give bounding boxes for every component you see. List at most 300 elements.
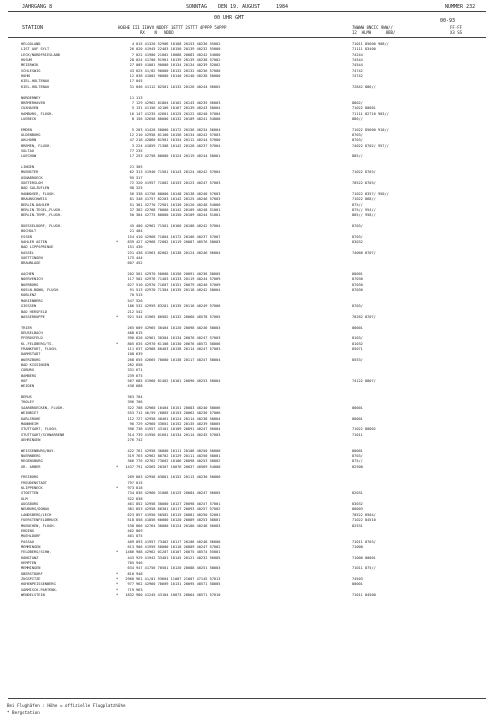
synop-code-groups: 147 41235 42601 10125 20122 40240 57004 <box>136 111 221 116</box>
synop-code-groups: 038 41002 90000 10140 20140 40238 50000 <box>136 74 221 79</box>
station-name: LINGEN <box>21 165 34 170</box>
synop-code-groups: 129 42962 81804 10162 20143 40235 56003 <box>136 100 221 105</box>
station-name: NUERNBERG <box>21 453 41 458</box>
table-row <box>0 186 504 191</box>
station-name: ERDING <box>21 528 34 533</box>
table-row <box>0 352 504 357</box>
table-row <box>0 181 504 186</box>
station-height: 112 <box>127 416 134 421</box>
synop-code-groups: 947 41756 70501 10120 20088 40251 58003 <box>136 566 221 571</box>
station-height: 16 <box>129 111 134 116</box>
station-height: 381 <box>127 507 134 512</box>
station-height: 462 <box>127 528 134 533</box>
station-name: KIEL-HOLTENAU <box>21 79 50 84</box>
station-name: FRANKFURT, FLUGH. <box>21 346 58 351</box>
station-name: HAMBURG, FLUGH. <box>21 111 54 116</box>
synop-code-groups: 510 42970 71607 10151 20079 40240 57009 <box>136 282 221 287</box>
extra-code-groups: 72842 886// <box>352 84 376 89</box>
station-height: 77 <box>129 149 134 153</box>
station-name: OBERSTDORF <box>21 571 43 576</box>
extra-code-groups: 82500 <box>352 464 363 469</box>
synop-code-groups: 224 41859 71308 10142 20128 40237 57004 <box>136 143 221 148</box>
synop-code-groups: 320 41957 71002 10153 20123 40247 57003 <box>136 181 221 186</box>
table-row <box>0 491 504 496</box>
extra-code-groups: 74742 <box>352 74 363 79</box>
synop-code-groups: 210 42958 81100 10156 20134 40242 57003 <box>136 132 221 137</box>
synop-code-groups: 501 42970 50000 10156 20091 40236 58005 <box>136 272 221 277</box>
table-row <box>0 224 504 229</box>
synop-code-groups: 544 41965 80902 10132 20060 48578 57005 <box>136 314 221 319</box>
table-row <box>0 288 504 293</box>
station-name: ULM <box>21 496 28 501</box>
station-name: STUTTGART, FLUGH. <box>21 427 58 432</box>
table-row <box>0 310 504 315</box>
extra-code-groups: 82531 <box>352 523 363 528</box>
extra-code-groups: 71011 875// <box>352 566 376 571</box>
synop-code-groups: 400 42962 71501 10160 20108 40242 57004 <box>136 223 221 228</box>
station-height: 265 <box>127 325 134 330</box>
table-row <box>0 192 504 197</box>
table-row <box>0 79 504 84</box>
synop-code-groups: 738 41957 43101 10109 20091 40247 56004 <box>136 427 221 432</box>
station-height: 31 <box>129 84 134 89</box>
synop-code-groups: 452 <box>136 261 143 266</box>
station-height: 231 <box>127 250 134 255</box>
mountain-marker: * <box>116 464 119 469</box>
synop-code-groups: 218 42860 81901 10154 20112 40244 57000 <box>136 138 221 143</box>
table-row <box>0 534 504 539</box>
station-height: 5 <box>131 127 134 132</box>
synop-code-groups: 818 <box>136 486 143 491</box>
column-ff-2: X3 SS <box>450 30 463 35</box>
station-name: COBURG <box>21 368 34 373</box>
table-row <box>0 524 504 529</box>
extra-code-groups: 875// 954// <box>352 207 376 212</box>
table-row <box>0 331 504 336</box>
table-row <box>0 219 504 224</box>
mountain-marker: * <box>116 587 119 592</box>
table-row <box>0 235 504 240</box>
mountain-marker: * <box>116 239 119 244</box>
station-height: 151 <box>127 245 134 250</box>
station-height: 154 <box>127 234 134 239</box>
table-row <box>0 122 504 127</box>
extra-code-groups: 87030 <box>352 282 363 287</box>
station-height: 810 <box>127 571 134 576</box>
synop-code-groups: 338 41756 80000 10148 20138 40246 57003 <box>136 191 221 196</box>
station-name: HUSUM <box>21 58 32 63</box>
extra-code-groups: 74742 <box>352 68 363 73</box>
extra-code-groups: 71022 84510 <box>352 518 376 523</box>
station-name: BERLIN-DAHLEM <box>21 202 50 207</box>
synop-code-groups: 025 41/02 90000 10132 20132 40236 57000 <box>136 68 221 73</box>
station-height: 627 <box>127 282 134 287</box>
station-name: KL.FELDBERG/TS. <box>21 341 54 346</box>
table-row <box>0 256 504 261</box>
extra-code-groups: 70262 8707/ <box>352 314 376 319</box>
station-height: 43 <box>129 68 134 73</box>
synop-code-groups: 532 42959 83201 10135 20116 40249 57006 <box>136 304 221 309</box>
synop-code-groups: 615 <box>136 330 143 335</box>
station-name: WEIDEN <box>21 384 34 389</box>
station-height: 50 <box>129 213 134 218</box>
station-height: 553 <box>127 411 134 416</box>
synop-code-groups: 708 42960 10404 10151 20083 40240 58006 <box>136 405 221 410</box>
table-row <box>0 497 504 502</box>
column-main-codes: HOEHE III IIHVV NDDFF 1ETTT 2STTT 4PPPP 5APPP <box>118 25 227 30</box>
synop-code-groups: 838 <box>136 496 143 501</box>
day-label: SONNTAG <box>186 4 208 10</box>
table-row <box>0 176 504 181</box>
table-row <box>0 272 504 277</box>
station-height: 37 <box>129 207 134 212</box>
extra-code-groups: 875// <box>352 459 363 464</box>
synop-code-groups: 542 <box>136 309 143 314</box>
synop-code-groups: 853 42958 60301 10117 20093 40257 57002 <box>136 507 221 512</box>
station-name: LIST AUF SYLT <box>21 47 50 52</box>
synop-code-groups: 235 <box>136 149 143 153</box>
extra-code-groups: 71022 8703/ <box>352 170 376 175</box>
header-rule <box>8 37 486 38</box>
station-name: BAD SALZUFLEN <box>21 186 50 191</box>
extra-code-groups: 87030 <box>352 288 363 293</box>
station-height: 98 <box>129 186 134 191</box>
extra-code-groups: 885// 958// <box>352 213 376 218</box>
station-height: 239 <box>127 373 134 378</box>
table-row <box>0 85 504 90</box>
station-name: BAD LIPPSPRINGE <box>21 245 54 250</box>
station-name: ZUGSPITZE <box>21 577 41 581</box>
synop-code-groups: 410 42968 71804 10172 20106 40237 57007 <box>136 234 221 239</box>
station-height: 212 <box>127 309 134 314</box>
table-row <box>0 208 504 213</box>
table-row <box>0 165 504 170</box>
extra-code-groups: 80001 <box>352 325 363 330</box>
station-height: 314 <box>127 432 134 437</box>
station-height: 91 <box>129 288 134 293</box>
mountain-marker: * <box>116 593 119 598</box>
synop-code-groups: 015 41320 52906 10168 20153 40236 55002 <box>136 42 221 46</box>
synop-code-groups: 427 42968 72002 10119 20087 48576 58003 <box>136 239 221 244</box>
table-row <box>0 304 504 309</box>
synop-code-groups: 639 <box>136 352 143 357</box>
synop-code-groups: 857 41950 50502 10115 20081 40250 52001 <box>136 512 221 517</box>
synop-code-groups: 852 42958 30000 10127 20098 40247 57001 <box>136 502 221 507</box>
table-row <box>0 513 504 518</box>
column-main-codes-2: RX N NDDD <box>140 30 174 35</box>
station-height: 396 <box>127 336 134 341</box>
synop-code-groups: 742 <box>136 437 143 442</box>
station-name: BOCHOLT <box>21 229 37 234</box>
station-name: THOLEY <box>21 400 34 405</box>
station-height: 366 <box>127 459 134 464</box>
station-height: 27 <box>129 63 134 68</box>
station-name: PASSAU <box>21 539 34 544</box>
station-name: HOHENPEISSENBERG <box>21 582 56 587</box>
station-height: 363 <box>127 395 134 400</box>
synop-code-groups: 908 42962 01207 10107 20075 48574 55001 <box>136 550 221 555</box>
station-name: GUETERSLOH <box>21 181 43 186</box>
synop-code-groups: 655 42665 70000 10138 20117 40247 58004 <box>136 357 221 362</box>
station-name: REGENSBURG <box>21 459 43 464</box>
synop-code-groups: 253 42758 80000 10124 20119 40244 58001 <box>136 154 221 159</box>
synop-code-groups: 962 42960 70609 10131 20095 48571 58005 <box>136 582 221 587</box>
synop-code-groups: 929 41942 33401 10145 20121 40232 56005 <box>136 555 221 560</box>
station-height: 797 <box>127 480 134 485</box>
extra-code-groups: 80001 <box>352 405 363 410</box>
extra-code-groups: 70522 8703/ <box>352 181 376 186</box>
station-height: 202 <box>127 272 134 277</box>
station-height: 443 <box>127 555 134 560</box>
extra-code-groups: 71022 85600 910// <box>352 127 389 132</box>
station-height: 1437 <box>125 464 134 469</box>
extra-code-groups: 85071 <box>352 346 363 351</box>
station-height: 705 <box>127 560 134 565</box>
extra-code-groups: 71022 8357/ 950// <box>352 191 389 196</box>
table-row <box>0 390 504 395</box>
table-row <box>0 74 504 79</box>
table-row <box>0 465 504 470</box>
station-height: 21 <box>129 229 134 234</box>
table-row <box>0 112 504 117</box>
table-row <box>0 518 504 523</box>
station-name: FREIBURG <box>21 475 39 480</box>
table-row <box>0 261 504 266</box>
synop-code-groups: 963 <box>136 587 143 592</box>
station-height: 268 <box>127 357 134 362</box>
synop-code-groups: 609 42965 30404 10120 20098 40246 58003 <box>136 325 221 330</box>
synop-code-groups: 444 <box>136 256 143 260</box>
extra-code-groups: 886// <box>352 116 363 121</box>
table-row <box>0 133 504 138</box>
station-name: MUENSTER <box>21 170 39 175</box>
station-height: 62 <box>129 170 134 175</box>
synop-code-groups: 046 41112 82501 10132 20126 40244 56002 <box>136 84 221 89</box>
table-row <box>0 422 504 427</box>
extra-code-groups: 70522 8504/ <box>352 512 376 517</box>
synop-code-groups: 430 <box>136 245 143 250</box>
extra-code-groups: 8703/ <box>352 453 363 458</box>
table-row <box>0 293 504 298</box>
station-height: 805 <box>127 341 134 346</box>
station-name: WASSERKUPPE <box>21 314 45 319</box>
column-ff: FF-FF <box>450 25 463 30</box>
station-name: KIEL-HOLTENAU <box>21 84 50 89</box>
station-name: WENDELSTEIN <box>21 593 45 598</box>
table-row <box>0 315 504 320</box>
extra-code-groups: 8703/ <box>352 223 363 228</box>
table-row <box>0 47 504 52</box>
synop-code-groups: 712 46/59 /0805 10153 20062 40236 57006 <box>136 411 221 416</box>
table-row <box>0 529 504 534</box>
synop-code-groups: 948 <box>136 571 143 576</box>
station-name: STUTTGART/SCHNARRENB <box>21 432 65 437</box>
station-height: 921 <box>127 314 134 319</box>
station-name: KAHLER ASTEN <box>21 239 47 244</box>
station-height: 1486 <box>125 550 134 555</box>
synop-code-groups: 761 42958 30000 10111 20106 40250 50000 <box>136 448 221 453</box>
station-name: NORDERNEY <box>21 95 41 100</box>
extra-code-groups: 80001 <box>352 582 363 587</box>
station-height: 401 <box>127 534 134 539</box>
extra-code-groups: 8553/ <box>352 357 363 362</box>
station-height: 396 <box>127 427 134 432</box>
synop-code-groups: 384 42775 80000 10150 20109 40244 51001 <box>136 213 221 218</box>
station-name: LUECHOW <box>21 154 37 159</box>
extra-code-groups: 74544 <box>352 63 363 68</box>
station-height: 719 <box>127 587 134 592</box>
station-height: 613 <box>127 544 134 549</box>
station-height: 11 <box>129 95 134 100</box>
column-extra-codes: 7WWWW 8NCCC 9WW// <box>352 25 393 30</box>
station-name: KOBLENZ <box>21 293 37 298</box>
extra-code-groups: 885// <box>352 154 363 159</box>
extra-code-groups: 80003 <box>352 507 363 512</box>
extra-code-groups: 8103/ <box>352 336 363 341</box>
synop-code-groups: 961 41/01 93604 11007 21007 47145 57013 <box>136 577 221 581</box>
extra-code-groups: 71111 83400 <box>352 47 376 52</box>
station-name: DEUSELBACH <box>21 330 43 335</box>
station-name: MEIERWIK <box>21 63 39 68</box>
station-height: 269 <box>127 475 134 480</box>
station-height: 409 <box>127 539 134 544</box>
table-row <box>0 170 504 175</box>
table-row <box>0 283 504 288</box>
extra-code-groups: 80001 <box>352 416 363 421</box>
station-height: 5 <box>131 106 134 111</box>
station-height: 567 <box>127 379 134 384</box>
extra-code-groups: 87030 <box>352 277 363 282</box>
table-row <box>0 449 504 454</box>
table-row <box>0 101 504 106</box>
station-name: DARMSTADT <box>21 352 41 357</box>
station-name: BREMERHAVEN <box>21 100 45 105</box>
station-height: 12 <box>129 74 134 79</box>
table-row <box>0 326 504 331</box>
station-name: EMDEN <box>21 127 32 132</box>
station-name: OLDENBURG <box>21 132 41 137</box>
station-name: BRAUNSCHWEIG <box>21 197 47 202</box>
station-height: 438 <box>127 384 134 389</box>
station-height: 21 <box>129 165 134 170</box>
synop-code-groups: 815 <box>136 480 143 485</box>
station-name: OEHRINGEN <box>21 437 41 442</box>
table-row <box>0 427 504 432</box>
station-name: OSNABRUECK <box>21 175 43 180</box>
station-name: NOERVENICH <box>21 277 43 282</box>
bottom-rule <box>8 698 486 699</box>
station-name: MARIENBERG <box>21 298 43 303</box>
station-name: AHLHORN <box>21 138 37 143</box>
station-height: 26 <box>129 47 134 52</box>
synop-code-groups: 739 41956 01601 10134 20114 40245 57003 <box>136 432 221 437</box>
table-row <box>0 197 504 202</box>
station-name: TRIER <box>21 325 32 330</box>
table-row <box>0 69 504 74</box>
extra-code-groups: 80001 <box>352 448 363 453</box>
station-name: KARLSRUHE <box>21 416 41 421</box>
synop-code-groups: 022 41900 21002 10088 20083 40242 54000 <box>136 52 221 57</box>
station-height: 186 <box>127 304 134 309</box>
table-row <box>0 42 504 47</box>
station-name: CUXHAVEN <box>21 106 39 111</box>
station-height: 51 <box>129 202 134 207</box>
table-row <box>0 149 504 154</box>
table-row <box>0 58 504 63</box>
table-row <box>0 395 504 400</box>
station-name: HOF <box>21 379 28 384</box>
station-name: MEMMINGEN <box>21 544 41 549</box>
table-row <box>0 203 504 208</box>
column-extra-codes-2: 12 HLMH 8BB/ <box>352 30 396 35</box>
synop-code-groups: 005 41001 90000 10134 20134 40239 52002 <box>136 63 221 68</box>
table-row <box>0 277 504 282</box>
station-name: WUERZBURG <box>21 357 41 362</box>
station-name: BRAUNLAGE <box>21 261 41 266</box>
table-row <box>0 582 504 587</box>
station-height: 8 <box>131 116 134 121</box>
table-row <box>0 229 504 234</box>
station-height: 518 <box>127 518 134 523</box>
station-name: ESSEN <box>21 234 32 239</box>
table-row <box>0 379 504 384</box>
table-row <box>0 320 504 325</box>
extra-code-groups: 71022 868// <box>352 197 376 202</box>
synop-code-groups: 893 41957 73402 10117 20106 40248 56000 <box>136 539 221 544</box>
table-row <box>0 411 504 416</box>
station-name: MEMMINGEN <box>21 566 41 571</box>
station-height: 461 <box>127 502 134 507</box>
synop-code-groups: 020 41945 22403 10150 20139 40232 55000 <box>136 47 221 52</box>
extra-code-groups: 74022 8702/ 957// <box>352 143 389 148</box>
table-row <box>0 486 504 491</box>
station-name: LECK/NORDFRIESLAND <box>21 52 60 57</box>
table-row <box>0 245 504 250</box>
station-name: SCHLESWIG <box>21 68 41 73</box>
station-height: 28 <box>129 58 134 63</box>
station-height: 7 <box>131 52 134 57</box>
table-row <box>0 545 504 550</box>
footnote-airports: Bei Flughäfen : Höhe = offizielle Flugplatzhöhe <box>7 703 126 708</box>
station-name: FREUDENSTADT <box>21 480 47 485</box>
synop-code-groups: 131 41156 42106 10167 20139 40243 58004 <box>136 106 221 111</box>
table-row <box>0 417 504 422</box>
station-height: 17 <box>129 79 134 84</box>
station-name: AUGSBURG <box>21 502 39 507</box>
mountain-marker: * <box>116 582 119 587</box>
synop-code-groups: 502 42976 71403 10133 20119 40244 57009 <box>136 277 221 282</box>
station-name: HANNOVER, FLUGH. <box>21 191 56 196</box>
extra-code-groups: 875// <box>352 202 363 207</box>
extra-code-groups: 74066 8707/ <box>352 250 376 255</box>
table-row <box>0 566 504 571</box>
synop-code-groups: 776 42762 73602 10106 20098 40253 58002 <box>136 459 221 464</box>
synop-code-groups: 404 <box>136 229 143 234</box>
synop-code-groups: 024 41700 91901 10139 20139 40238 57002 <box>136 58 221 63</box>
table-row <box>0 540 504 545</box>
extra-code-groups: 74244 <box>352 52 363 57</box>
extra-code-groups: 8703/ <box>352 234 363 239</box>
extra-code-groups: 82031 <box>352 491 363 496</box>
synop-code-groups: 704 <box>136 395 143 400</box>
station-height: 3 <box>131 143 134 148</box>
synop-code-groups: 688 <box>136 384 143 389</box>
extra-code-groups: 80001 <box>352 272 363 277</box>
station-height: 72 <box>129 181 134 186</box>
station-height: 396 <box>127 400 134 405</box>
synop-code-groups: 729 42960 33601 10152 20135 40239 58005 <box>136 421 221 426</box>
station-height: 607 <box>127 261 134 266</box>
